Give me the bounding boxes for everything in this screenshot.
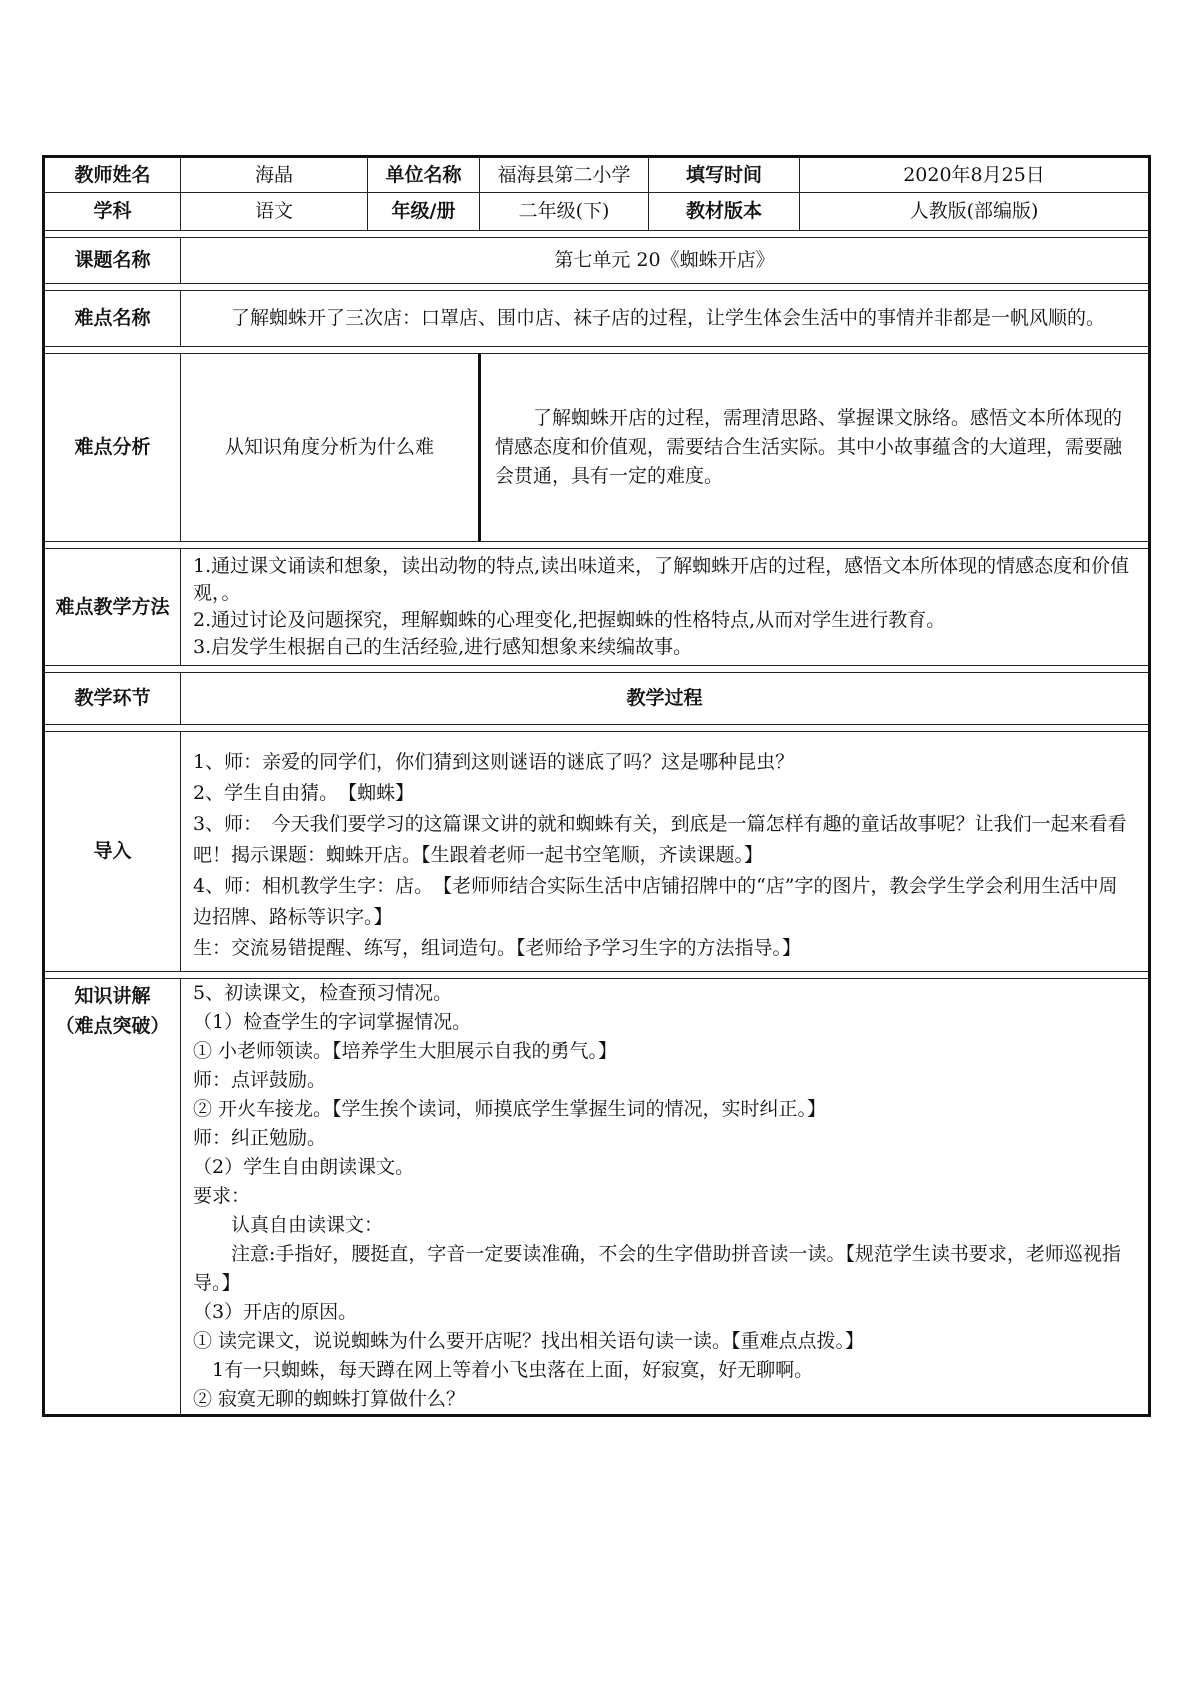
intro-line-4: 4、师：相机教学生字：店。 【老师师结合实际生活中店铺招牌中的“店”字的图片，教会学生学会利用生活中周边招牌、路标等识字。】 [193,875,1118,928]
analysis-text: 了解蜘蛛开店的过程，需理清思路、掌握课文脉络。感悟文本所体现的情感态度和价值观，需要结合生活实际。其中小故事蕴含的大道理，需要融会贯通，具有一定的难度。 [495,407,1123,487]
methods-label: 难点教学方法 [44,549,181,666]
grade-value: 二年级(下) [480,193,649,231]
method-line-3: 3.启发学生根据自己的生活经验,进行感知想象来续编故事。 [193,636,693,658]
method-line-2: 2.通过讨论及问题探究，理解蜘蛛的心理变化,把握蜘蛛的性格特点,从而对学生进行教育。 [193,609,946,631]
intro-label: 导入 [44,732,181,972]
teacher-name-value: 海晶 [181,157,368,193]
analysis-value [480,354,1150,542]
knowledge-line-14: ② 寂寞无聊的蜘蛛打算做什么？ [193,1388,466,1410]
analysis-label: 难点分析 [44,354,181,542]
knowledge-line-3: ① 小老师领读。【培养学生大胆展示自我的勇气。】 [193,1040,618,1062]
topic-label: 课题名称 [44,238,181,284]
knowledge-line-12: ① 读完课文，说说蜘蛛为什么要开店呢？找出相关语句读一读。【重难点点拨。】 [193,1330,865,1352]
intro-content [181,732,1150,972]
intro-line-5: 生：交流易错提醒、练写，组词造句。【老师给予学习生字的方法指导。】 [193,937,802,959]
edition-label: 教材版本 [649,193,800,231]
knowledge-line-9: 认真自由读课文： [231,1214,384,1236]
row-topic [44,238,1150,284]
row-teacher-info [44,157,1150,193]
teacher-name-label: 教师姓名 [44,157,181,193]
knowledge-line-7: （2）学生自由朗读课文。 [193,1156,415,1178]
knowledge-line-10: 注意:手指好，腰挺直，字音一定要读准确，不会的生字借助拼音读一读。【规范学生读书要求，老师巡视指导。】 [193,1243,1121,1294]
row-difficulty [44,291,1150,347]
row-analysis [44,354,1150,542]
unit-name-label: 单位名称 [368,157,480,193]
subject-value: 语文 [181,193,368,231]
knowledge-line-2: （1）检查学生的字词掌握情况。 [193,1011,472,1033]
fill-date-label: 填写时间 [649,157,800,193]
knowledge-label [44,979,181,1416]
knowledge-label-line-2: （难点突破） [55,1015,170,1037]
knowledge-line-4: 师：点评鼓励。 [193,1069,327,1091]
intro-line-2: 2、学生自由猜。 【蜘蛛】 [193,782,415,804]
difficulty-value [181,291,1150,347]
intro-line-1: 1、师：亲爱的同学们，你们猜到这则谜语的谜底了吗？这是哪种昆虫？ [193,751,795,773]
subject-label: 学科 [44,193,181,231]
method-line-1: 1.通过课文诵读和想象，读出动物的特点,读出味道来，了解蜘蛛开店的过程，感悟文本所体现的情感态度和价值观，。 [193,555,1130,604]
fill-date-value: 2020年8月25日 [800,157,1150,193]
difficulty-text: 了解蜘蛛开了三次店：口罩店、围巾店、袜子店的过程，让学生体会生活中的事情并非都是一帆风顺的。 [231,307,1106,329]
knowledge-line-8: 要求： [193,1185,251,1207]
methods-content [181,549,1150,666]
knowledge-line-5: ② 开火车接龙。【学生挨个读词，师摸底学生掌握生词的情况，实时纠正。】 [193,1098,827,1120]
row-methods [44,549,1150,666]
stage-header: 教学环节 [44,673,181,725]
difficulty-label: 难点名称 [44,291,181,347]
grade-label: 年级/册 [368,193,480,231]
topic-value: 第七单元 20《蜘蛛开店》 [181,238,1150,284]
row-knowledge [44,979,1150,1416]
knowledge-line-1: 5、初读课文，检查预习情况。 [193,982,453,1004]
lesson-plan-form [42,155,1148,1417]
process-header: 教学过程 [181,673,1150,725]
knowledge-line-6: 师：纠正勉励。 [193,1127,327,1149]
knowledge-content [181,979,1150,1416]
edition-value: 人教版(部编版) [800,193,1150,231]
knowledge-line-13: 1有一只蜘蛛，每天蹲在网上等着小飞虫落在上面，好寂寞，好无聊啊。 [212,1359,814,1381]
lesson-plan-table [42,155,1151,1417]
analysis-sub-label: 从知识角度分析为什么难 [181,354,480,542]
row-intro [44,732,1150,972]
row-subject-info [44,193,1150,231]
row-process-header [44,673,1150,725]
intro-line-3: 3、师： 今天我们要学习的这篇课文讲的就和蜘蛛有关，到底是一篇怎样有趣的童话故事呢？让我们一起来看看吧！揭示课题：蜘蛛开店。【生跟着老师一起书空笔顺，齐读课题。】 [193,813,1127,866]
knowledge-line-11: （3）开店的原因。 [193,1301,358,1323]
knowledge-label-line-1: 知识讲解 [74,985,151,1007]
unit-name-value: 福海县第二小学 [480,157,649,193]
